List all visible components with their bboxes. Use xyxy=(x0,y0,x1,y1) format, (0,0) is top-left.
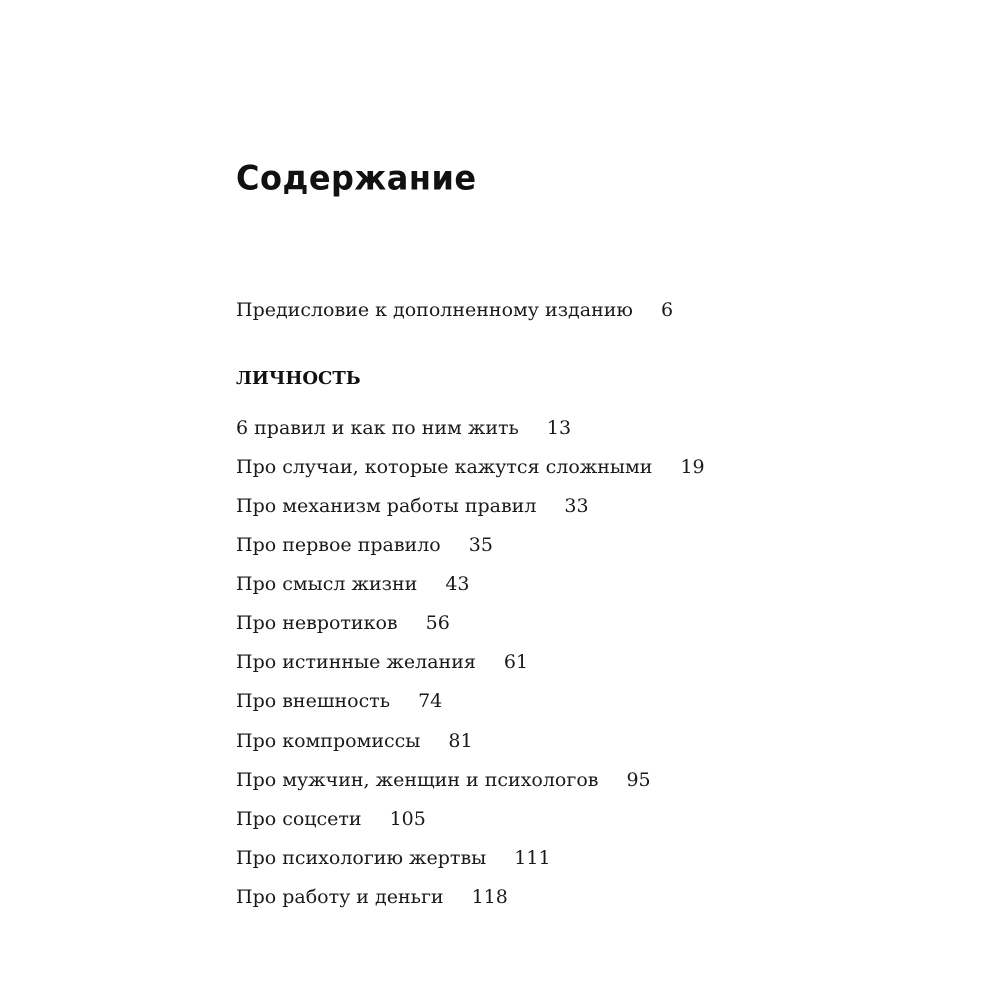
toc-entry xyxy=(236,885,508,909)
toc-entry xyxy=(236,650,528,674)
toc-entry-label: Предисловие к дополненному изданию xyxy=(236,299,633,321)
toc-entry-page: 105 xyxy=(389,808,426,830)
toc-entry-label: Про случаи, которые кажутся сложными xyxy=(236,456,653,478)
toc-entry-page: 111 xyxy=(514,847,551,869)
toc-entry xyxy=(236,455,705,479)
toc-entry-label: 6 правил и как по ним жить xyxy=(236,417,519,439)
toc-entry xyxy=(236,416,571,440)
toc-entry-label: Про истинные желания xyxy=(236,651,476,673)
page-title: Содержание xyxy=(236,158,477,198)
toc-entry-label: Про психологию жертвы xyxy=(236,847,487,869)
toc-entry-preface xyxy=(236,298,673,322)
toc-entry xyxy=(236,494,589,518)
toc-entry xyxy=(236,768,651,792)
toc-entry-label: Про внешность xyxy=(236,690,391,712)
section-heading: ЛИЧНОСТЬ xyxy=(236,368,361,389)
toc-entry-label: Про мужчин, женщин и психологов xyxy=(236,769,599,791)
toc-entry xyxy=(236,572,470,596)
toc-entry-page: 13 xyxy=(546,417,572,439)
toc-entry-page: 43 xyxy=(445,573,470,595)
toc-entry-label: Про соцсети xyxy=(236,808,362,830)
toc-entry-page: 74 xyxy=(418,690,443,712)
toc-entry xyxy=(236,689,442,713)
toc-entry-label: Про механизм работы правил xyxy=(236,495,537,517)
toc-entry-page: 118 xyxy=(471,886,508,908)
toc-entry-page: 81 xyxy=(448,730,473,752)
toc-entry-label: Про работу и деньги xyxy=(236,886,444,908)
toc-entry-page: 35 xyxy=(468,534,493,556)
toc-entry-page: 33 xyxy=(564,495,589,517)
toc-entry-page: 95 xyxy=(626,769,651,791)
toc-entry-page: 19 xyxy=(680,456,705,478)
toc-entry-label: Про компромиссы xyxy=(236,730,421,752)
toc-entry-page: 61 xyxy=(503,651,529,673)
toc-entry xyxy=(236,807,426,831)
toc-entry-label: Про смысл жизни xyxy=(236,573,418,595)
toc-entry-label: Про первое правило xyxy=(236,534,441,556)
toc-entry xyxy=(236,846,551,870)
toc-entry-page: 56 xyxy=(425,612,450,634)
toc-entry-page: 6 xyxy=(660,299,674,321)
toc-entry-label: Про невротиков xyxy=(236,612,398,634)
toc-entry xyxy=(236,729,473,753)
toc-entry xyxy=(236,611,450,635)
toc-entry xyxy=(236,533,493,557)
